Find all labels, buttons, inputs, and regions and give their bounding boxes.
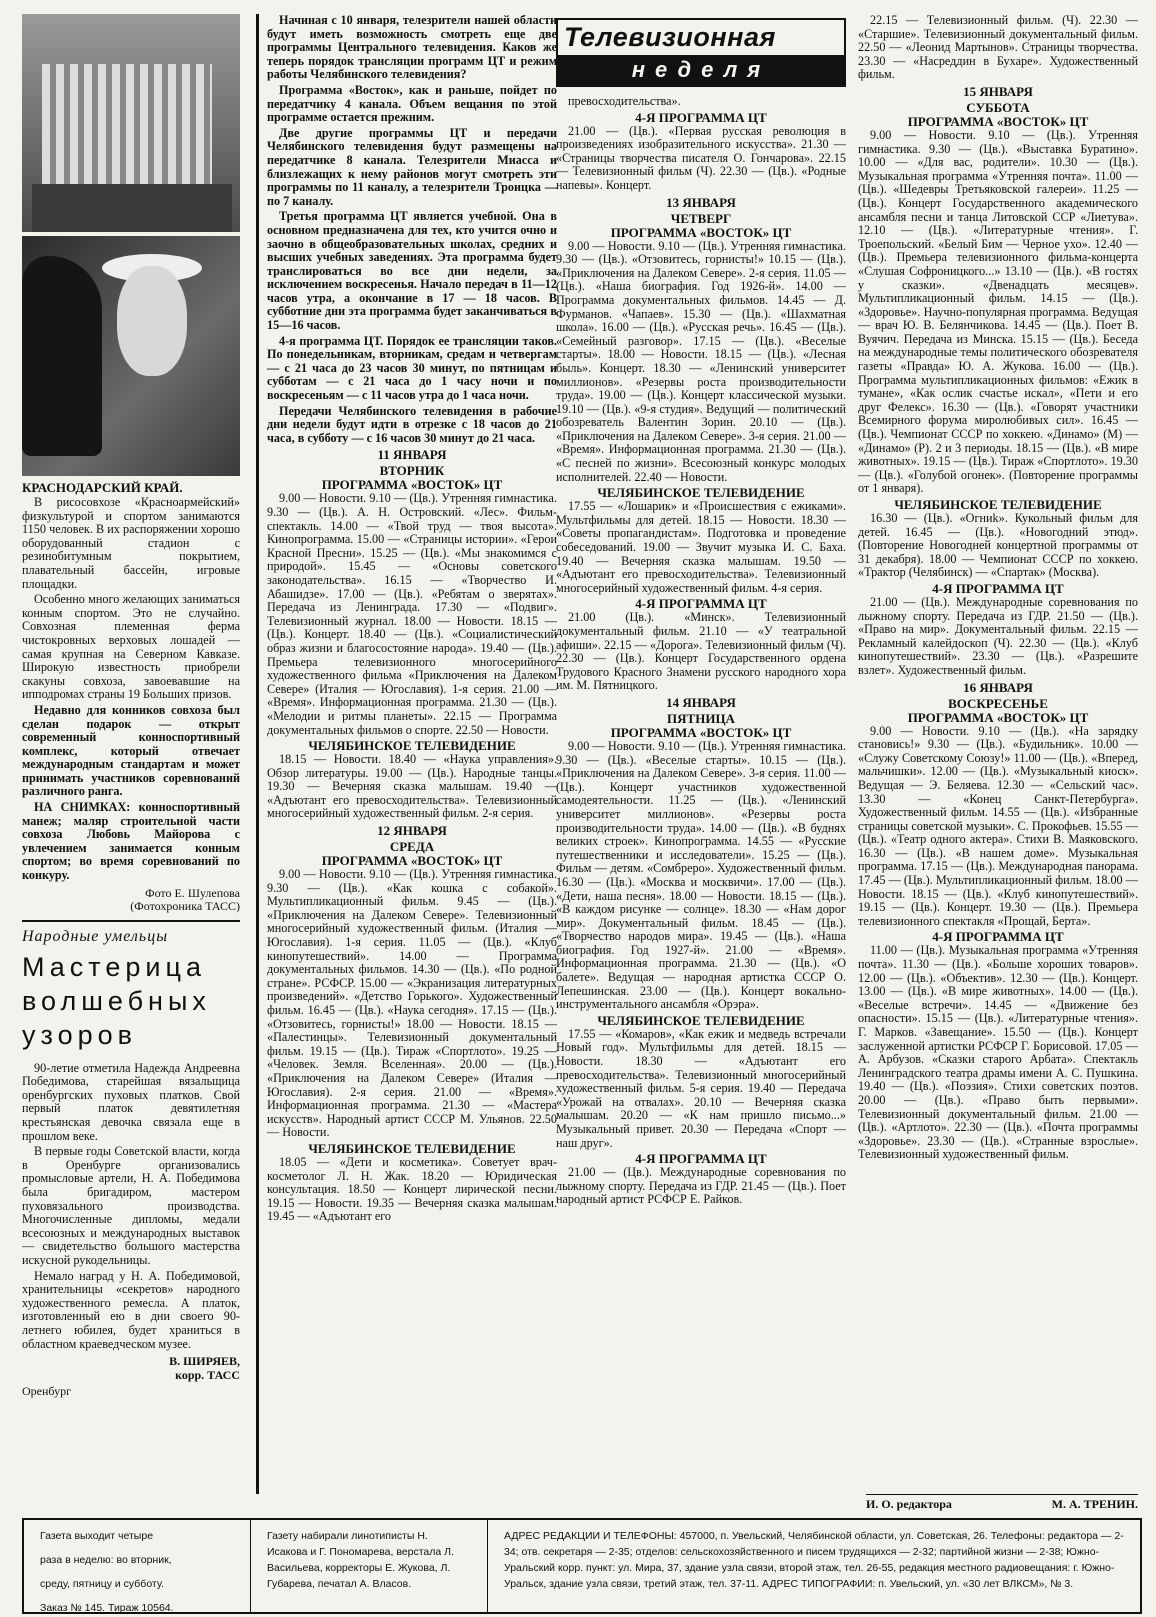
schedule-text: 22.15 — Телевизионный фильм. (Ч). 22.30 — «Старшие». Телевизионный документальный фильм. 22.50 — «Леонид Мартынов». Страницы творчества. 23.30 — «Насреддин в Бухаре». Художественный фильм. <box>858 14 1138 82</box>
program-heading: ЧЕЛЯБИНСКОЕ ТЕЛЕВИДЕНИЕ <box>597 1012 805 1028</box>
author-signature: В. ШИРЯЕВ, корр. ТАСС <box>169 1354 240 1382</box>
article-paragraph: В первые годы Советской власти, когда в Оренбурге организовались промысловые артели, Н. А. Победимова была бригадиром, мастером пуховязального производства. Многочисленные дипломы, медали всесоюзных и международных выставок — свидетельство большого мастерства искусной рукодельницы. <box>22 1144 240 1267</box>
weekday-heading: ЧЕТВЕРГ <box>670 210 732 226</box>
schedule-text: 21.00 — (Цв.). Международные соревнования по лыжному спорту. Передача из ГДР. 21.50 — (Цв.). «Право на мир». Документальный фильм. 22.15 — Рекламный калейдоскоп (Ч). 22.30 — (Цв.). «Клуб кинопутешествий». 23.30 — (Цв.). «Разрешите взлет». Художественный фильм. <box>858 594 1138 677</box>
dateline-place: Оренбург <box>22 1384 71 1399</box>
schedule-text: 18.05 — «Дети и косметика». Советует врач-косметолог Л. Н. Жак. 18.20 — Юридическая консультация. 18.50 — Концерт лирической песни. 19.15 — Новости. 19.35 — Вечерняя сказка малышам. 19.45 — «Адъютант его <box>267 1154 557 1224</box>
schedule-text: 9.00 — Новости. 9.10 — (Цв.). Утренняя гимнастика. 9.30 — (Цв.). «Отзовитесь, горнисты!» 10.15 — (Цв.). «Приключения на Далеком Севере». 2-я серия. 11.05 — (Цв.). «Наша биография. Год 1926-й». 14.00 — Программа документальных фильмов. 14.45 — Д. Фурманов. «Чапаев». 15.30 — (Цв.). «Шахматная школа». 16.00 — (Цв.). «Русская речь». 16.45 — (Цв.). «Семейный разговор». 17.15 — (Цв.). «Веселые старты». 18.00 — Новости. 18.15 — (Цв.). «Лесная быль». Концерт. 18.30 — «Ленинский университет миллионов». «Резервы роста производительности труда». 19.00 — (Цв.). Концерт классической музыки. 19.10 — (Цв.). «9-я студия». Ведущий — политический обозреватель Валентин Зорин. 20.10 — (Цв.). «Приключения на Далеком Севере». 3-я серия. 21.00 — «Время». Информационная программа. 21.30 — (Цв.). «С песней по жизни». Всесоюзный конкурс молодых исполнителей. 22.40 — Новости. <box>556 238 846 484</box>
address-info: АДРЕС РЕДАКЦИИ И ТЕЛЕФОНЫ: 457000, п. Увельский, Челябинской области, ул. Советская, 26. Телефоны: редактора — 2-34; отв. секретаря — 2-35; отделов: сельскохозяйственного и писем трудящихся — 2-32; партийной жизни — 2-38; Южно-Уральский корр. пункт: ул. Мира, 37, здание узла связи, второй этаж, тел. 26-55, редакция местного радиовещания: г. Южно-Уральск, здание узла связи, третий этаж, тел. 37-11. АДРЕС ТИПОГРАФИИ: п. Увельский, ул. «30 лет ВЛКСМ», № 3. <box>504 1530 1124 1590</box>
program-heading: ЧЕЛЯБИНСКОЕ ТЕЛЕВИДЕНИЕ <box>308 1140 516 1156</box>
caption-title: КРАСНОДАРСКИЙ КРАЙ. <box>22 480 183 495</box>
photo-equestrian-building <box>22 14 240 232</box>
program-heading: ПРОГРАММА «ВОСТОК» ЦТ <box>907 709 1089 725</box>
program-heading: 4-Я ПРОГРАММА ЦТ <box>635 1151 767 1167</box>
weekday-heading: ПЯТНИЦА <box>667 710 735 726</box>
weekday-heading: СРЕДА <box>389 839 435 855</box>
day-heading: 16 ЯНВАРЯ <box>963 679 1033 695</box>
program-heading: ПРОГРАММА «ВОСТОК» ЦТ <box>907 113 1089 129</box>
schedule-text: 9.00 — Новости. 9.10 — (Цв.). Утренняя гимнастика. 9.30 — (Цв.). А. Н. Островский. «Лес». Фильм-спектакль. 14.00 — «Твой труд — твоя высота». Кинопрограмма. 15.00 — «Страницы истории». «Герои Красной Пресни». 15.25 — (Цв.). «Мы знакомимся с природой». 15.45 — «Основы советского законодательства». 16.15 — «Творчество И. Абашидзе». 17.00 — (Цв.). «Ребятам о зверятах». Передача из Ленинграда. 17.30 — «Подвиг». Телевизионный журнал. 18.00 — Новости. 18.15 — (Цв.). Концерт. 18.40 — (Цв.). «Социалистический образ жизни и благосостояние народа». 19.40 — (Цв.). Премьера телевизионного многосерийного художественного фильма «Приключения на Далеком Севере» (Италия — Югославия). 1-я серия. 21.00 — «Время». Информационная программа. 21.30 — (Цв.). «Мелодии и ритмы планеты». 22.15 — Программа документальных фильмов о спорте. 22.50 — Новости. <box>267 491 557 737</box>
program-heading: ЧЕЛЯБИНСКОЕ ТЕЛЕВИДЕНИЕ <box>308 738 516 754</box>
program-heading: ПРОГРАММА «ВОСТОК» ЦТ <box>610 224 792 240</box>
program-heading: 4-Я ПРОГРАММА ЦТ <box>932 580 1064 596</box>
caption-paragraph: В рисосовхозе «Красноармейский» физкультурой и спортом занимаются 1150 человек. В их распоряжении хорошо оборудованный стадион с резинобитумным покрытием, плавательный бассейн, игровые площадки. <box>22 495 240 591</box>
program-heading: ПРОГРАММА «ВОСТОК» ЦТ <box>321 853 503 869</box>
schedule-text: 17.55 — «Лошарик» и «Происшествия с ежиками». Мультфильмы для детей. 18.15 — Новости. 18.30 — «Советы пропагандистам». Подготовка и проведение собеседований. 19.00 — Звучит музыка И. С. Баха. 19.40 — Вечерняя сказка малышам. 19.50 — «Адъютант его превосходительства». Телевизионный многосерийный художественный фильм. 4-я серия. <box>556 499 846 595</box>
program-heading: ЧЕЛЯБИНСКОЕ ТЕЛЕВИДЕНИЕ <box>894 497 1102 512</box>
article-title: Мастерица волшебных узоров <box>22 951 211 1050</box>
program-heading: 4-Я ПРОГРАММА ЦТ <box>635 109 767 125</box>
schedule-text: 21.00 — (Цв.). Международные соревнования по лыжному спорту. Передача из ГДР. 21.45 — (Цв.). Поет народный артист РСФСР Е. Райков. <box>556 1165 846 1207</box>
program-heading: 4-Я ПРОГРАММА ЦТ <box>932 929 1064 945</box>
schedule-text: 21.00 (Цв.). «Минск». Телевизионный документальный фильм. 21.10 — «У театральной афиши». 22.15 — «Дорога». Телевизионный фильм (Ч). 22.30 — (Цв.). Концерт Государственного ордена Трудового Красного Знамени русского народного хора им. М. Пятницкого. <box>556 610 846 693</box>
schedule-text: 9.00 — Новости. 9.10 — (Цв.). Утренняя гимнастика. 9.30 — (Цв.). «Веселые старты». 10.15 — (Цв.). «Приключения на Далеком Севере». 3-я серия. 11.00 — (Цв.). Концерт участников художественной самодеятельности. 11.25 — (Цв.). «Ленинский университет миллионов». «Резервы роста производительности труда». 14.00 — (Цв.). «В буднях великих строек». Кинопрограмма. 14.55 — «Русские путешественники и исследователи». 15.25 — (Цв.). Фильм — детям. «Сомбреро». Художественный фильм. 16.30 — (Цв.). «Москва и москвичи». 17.00 — (Цв.). «Дети, наша песня». 18.00 — Новости. 18.15 — (Цв.). «В каждом рисунке — солнце». 18.30 — «Нам дорог мир». Документальный фильм. 18.45 — (Цв.). «Творчество народов мира». 19.45 — (Цв.). «Наша биография. Год 1927-й». 21.00 — «Время». Информационная программа. 21.30 — (Цв.). «О балете». Ведущая — народная артистка СССР О. Лепешинская. 23.00 — (Цв.). Концерт вокально-инструментального ансамбля «Орэра». <box>556 738 846 1012</box>
schedule-text: 18.15 — Новости. 18.40 — «Наука управления». Обзор литературы. 19.00 — (Цв.). Народные танцы. 19.30 — Вечерняя сказка малышам. 19.40 — «Адъютант его превосходительства». Телевизионный многосерийный художественный фильм. 2-я серия. <box>267 752 557 821</box>
day-heading: 12 ЯНВАРЯ <box>377 823 447 839</box>
schedule-text: превосходительства». <box>568 94 681 108</box>
caption-paragraph: Недавно для конников совхоза был сделан подарок — открыт современный конноспортивный комплекс, который отвечает международным стандартам и может принимать участников соревнований различного ранга. <box>22 702 240 799</box>
weekday-heading: СУББОТА <box>966 99 1030 115</box>
program-heading: ПРОГРАММА «ВОСТОК» ЦТ <box>610 724 792 740</box>
day-heading: 11 ЯНВАРЯ <box>377 447 447 463</box>
caption-paragraph: Особенно много желающих заниматься конным спортом. Это не случайно. Совхозная племенная ферма чистокровных верховых лошадей — самая крупная на Северном Кавказе. Широкую известность приобрели скакуны совхоза, завоевавшие на ипподромах страны 19 Больших призов. <box>22 592 240 702</box>
article-paragraph: Немало наград у Н. А. Победимовой, хранительницы «секретов» народного художественного ремесла. А платок, изготовленный ею в дни своего 90-летнего юбилея, будет храниться в областном краеведческом музее. <box>22 1268 240 1351</box>
weekday-heading: ВТОРНИК <box>379 463 445 479</box>
rubric: Народные умельцы <box>22 920 240 946</box>
schedule-text: 9.00 — Новости. 9.10 — (Цв.). «На зарядку становись!» 9.30 — (Цв.). «Будильник». 10.00 — «Служу Советскому Союзу!» 11.00 — (Цв.). «Вперед, мальчишки». 12.00 — (Цв.). «Музыкальный киоск». Ведущая — Э. Беляева. 12.30 — «Сельский час». 13.30 — «Конец Санкт-Петербурга». Художественный фильм. 14.55 — (Цв.). «Избранные страницы советской музыки». С. Прокофьев. 15.55 — (Цв.). «Театр одного актера». Стихи В. Маяковского. 16.30 — (Цв.). «В нашем доме». Музыкальная программа. 17.15 — (Цв.). Международная панорама. 17.45 — (Цв.). Мультипликационный фильм. 18.00 — Новости. 18.15 — (Цв.). «Клуб кинопутешествий». 19.15 — (Цв.). Концерт. 19.30 — (Цв.). Премьера телевизионного спектакля «Прощай, Берта». <box>858 723 1138 928</box>
footer-imprint <box>22 1518 1142 1614</box>
day-heading: 14 ЯНВАРЯ <box>666 694 736 710</box>
staff-info: Газету набирали линотиписты Н. Исакова и Г. Пономарева, верстала Л. Васильева, корректоры Е. Жукова, Л. Губарева, печатал А. Власов. <box>251 1520 488 1612</box>
schedule-text: 9.00 — Новости. 9.10 — (Цв.). Утренняя гимнастика. 9.30 — (Цв.). «Как кошка с собакой». Мультипликационный фильм. 9.45 — (Цв.). «Приключения на Далеком Севере». Телевизионный многосерийный художественный фильм. (Италия — Югославия). 1-я серия. 11.05 — (Цв.). «Клуб кинопутешествий». 14.00 — Программа документальных фильмов. 14.30 — (Цв.). «По родной стране». РСФСР. 15.00 — «Экранизация литературных произведений». «Детство Горького». Художественный фильм. 16.45 — (Цв.). «Наука сегодня». 17.15 — (Цв.). «Отзовитесь, горнисты!» 18.00 — Новости. 18.15 — «Палестинцы». Телевизионный документальный фильм. 19.15 — (Цв.). Тираж «Спортлото». 19.25 — «Человек. Земля. Вселенная». 20.00 — (Цв.). «Приключения на Далеком Севере» (Италия — Югославия). 2-я серия. 21.00 — «Время». Информационная программа. 21.30 — «Мастера искусств». Народный артист СССР М. Ульянов. 22.50 — Новости. <box>267 867 557 1140</box>
schedule-text: 17.55 — «Комаров», «Как ежик и медведь встречали Новый год». Мультфильмы для детей. 18.15 — Новости. 18.30 — «Адъютант его превосходительства». Телевизионный многосерийный художественный фильм. 5-я серия. 19.40 — Передача «Урожай на отвалах». 20.10 — Вечерняя сказка малышам. 20.20 — «К нам пришло письмо...» Музыкальный привет. 20.30 — Передача «Спорт — наш друг». <box>556 1026 846 1150</box>
program-heading: ЧЕЛЯБИНСКОЕ ТЕЛЕВИДЕНИЕ <box>597 485 805 501</box>
schedule-text: 21.00 — (Цв.). «Первая русская революция в произведениях изобразительного искусства». 21.30 — «Страницы творчества писателя О. Гончарова». 22.15 — Телевизионный фильм (Ч). 22.30 — (Цв.). «Родные напевы». Концерт. <box>556 123 846 192</box>
editor-signature: И. О. редактора М. А. ТРЕНИН. <box>866 1494 1138 1512</box>
issue-info: Газета выходит четыре раза в неделю: во вторник, среду, пятницу и субботу. Заказ № 145. Тираж 10564. <box>24 1520 251 1612</box>
tv-intro: Начиная с 10 января, телезрители нашей области будут иметь возможность смотреть еще две программы Центрального телевидения. Каков же теперь порядок трансляции программ ЦТ и режим работы Челябинского телевидения? Программа «Восток», как и раньше, пойдет по передатчику 4 канала. Объем вещания по этой программе остается прежним. Две другие программы ЦТ и передачи Челябинского телевидения будут размещены на передатчике 8 канала. Телезрители Миасса и близлежащих к нему районов могут смотреть эти программы по 11 каналу, а телезрители Троицка — по 7 каналу. Третья программа ЦТ является учебной. Она в основном предназначена для тех, кто учится очно и заочно в общеобразовательных школах, средних и высших учебных заведениях. Эта программа будет транслироваться во все дни недели, за исключением воскресенья. Начало передач в 11—12 часов утра, а окончание в 17 — 18 часов. В субботние дни эта программа будет заканчиваться в 15—16 часов. 4-я программа ЦТ. Порядок ее трансляции таков. По понедельникам, вторникам, средам и четвергам — с 21 часа до 23 часов 30 минут, по пятницам и субботам — с 21 часа до 1 часу ночи и по воскресеньям — с 11 часов утра до 1 часа ночи. Передачи Челябинского телевидения в рабочие дни недели будут идти в отрезке с 18 часов до 21 часа, в субботу — с 16 часов 30 минут до 21 часа. <box>267 14 557 445</box>
schedule-text: 16.30 — (Цв.). «Огниk». Кукольный фильм для детей. 16.45 — (Цв.). «Новогодний этюд». (Повторение Новогодней концертной программы от 31 декабря). 18.00 — Чемпионат СССР по хоккею. «Трактор (Челябинск) — «Спартак» (Москва). <box>858 511 1138 580</box>
tv-schedule-column-1 <box>256 14 557 1494</box>
day-heading: 15 ЯНВАРЯ <box>963 83 1033 99</box>
tv-week-masthead: Телевизионная неделя <box>556 18 846 87</box>
schedule-text: 9.00 — Новости. 9.10 — (Цв.). Утренняя гимнастика. 9.30 — (Цв.). «Выставка Буратино». 10.00 — «Для вас, родители». 10.30 — (Цв.). Музыкальная программа «Утренняя почта». 11.00 — (Цв.). «Шедевры Третьяковской галереи». 11.25 — (Цв.). Концерт Государственного академического ансамбля песни и танца Литовской ССР «Лиетува». 12.10 — (Цв.). «Литературные чтения». Г. Троепольский. «Белый Бим — Черное ухо». 12.40 — (Цв.). Премьера телевизионного фильма-концерта «Слушая Софроницкого...» 13.10 — (Цв.). «В гостях у сказки». «Двенадцать месяцев». Мультипликационный фильм. 14.15 — (Цв.). «Здоровье». Научно-популярная программа. Ведущая — врач Ю. В. Белянчикова. 14.45 — (Цв.). Поет В. Вуячич. Передача из Минска. 15.15 — (Цв.). Беседа на международные темы политического обозревателя газеты «Правда» Ю. А. Жукова. 16.00 — (Цв.). Программа мультипликационных фильмов: «Ежик в тумане», «Как ослик счастье искал», «Пети и его друг Фелекс». 16.30 — (Цв.). «Говорят участники Всемирного форума миролюбивых сил». 16.45 — (Цв.). Чемпионат СССР по хоккею. «Динамо» (М) — «Динамо» (Р). 2 и 3 периоды. 18.15 — (Цв.). «В мире животных». 19.15 — (Цв.). Тираж «Спортлото». 19.30 — (Цв.). «Голубой огонек». (Повторение программы от 1 января). <box>858 127 1138 496</box>
program-heading: ПРОГРАММА «ВОСТОК» ЦТ <box>321 477 503 493</box>
day-heading: 13 ЯНВАРЯ <box>666 194 736 210</box>
caption-paragraph: НА СНИМКАХ: конноспортивный манеж; маляр строительной части совхоза Любовь Майорова с увлечением занимается конным спортом; во время соревнований по конкуру. <box>22 800 240 883</box>
tv-schedule-column-2 <box>556 14 846 1494</box>
weekday-heading: ВОСКРЕСЕНЬЕ <box>948 695 1048 711</box>
photo-credit: Фото Е. Шулепова (Фотохроника ТАСС) <box>130 885 240 914</box>
photo-woman-with-horse <box>22 236 240 476</box>
schedule-text: 11.00 — (Цв.). Музыкальная программа «Утренняя почта». 11.30 — (Цв.). «Больше хороших товаров». 12.00 — (Цв.). «Объектив». 12.30 — (Цв.). Концерт. 13.00 — (Цв.). «В мире животных». 14.00 — (Цв.). «Веселые встречи». 14.45 — «Движение без опасности». 15.15 — (Цв.). «Литературные чтения». Г. Марков. «Завещание». 15.50 — (Цв.). Концерт заслуженной артистки РСФСР Г. Борисовой. 17.05 — А. Арбузов. «Сказки старого Арбата». Спектакль Ленинградского театра драмы имени А. С. Пушкина. 19.40 — (Цв.). «Поэзия». Стихи советских поэтов. 20.00 — (Цв.). «Право быть первыми». Телевизионный документальный фильм. 21.00 — (Цв.). «Артлото». 22.30 — (Цв.). «Почта программы «Здоровье». 23.30 — (Цв.). «Странные взрослые». Телевизионный художественный фильм. <box>858 943 1138 1162</box>
article-paragraph: 90-летие отметила Надежда Андреевна Победимова, старейшая вязальщица оренбургских пуховых платков. Свой первый платок девятилетняя крестьянская девочка связала еще в прошлом веке. <box>22 1060 240 1143</box>
program-heading: 4-Я ПРОГРАММА ЦТ <box>635 596 767 612</box>
tv-schedule-column-3 <box>858 14 1138 1494</box>
photo-feature-column <box>22 14 240 1494</box>
